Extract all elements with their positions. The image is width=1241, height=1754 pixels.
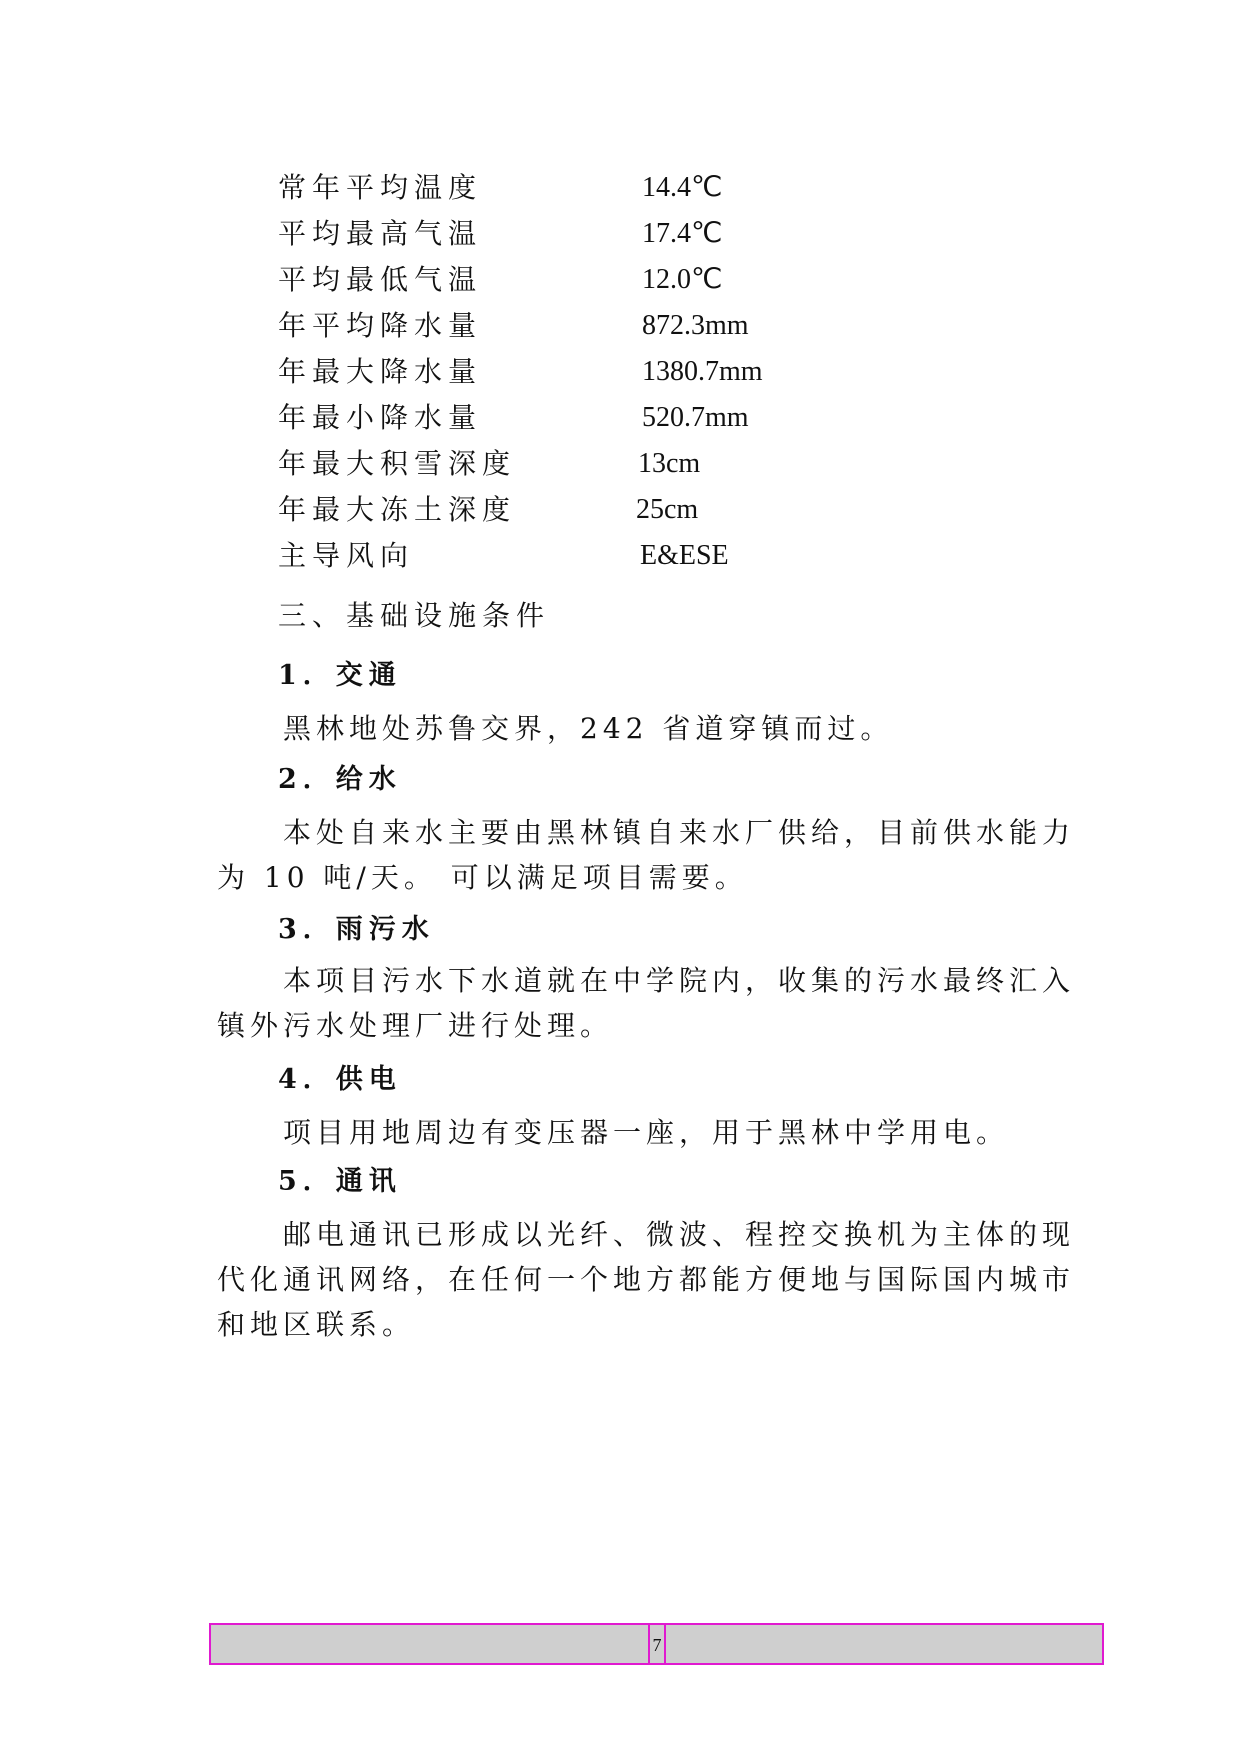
- climate-row: [0, 400, 1241, 446]
- climate-row: [0, 354, 1241, 400]
- climate-label: 年最大冻土深度: [278, 493, 517, 526]
- subsection-heading-water-supply: 2．给水: [278, 764, 402, 795]
- climate-label: 主导风向: [278, 539, 415, 572]
- subsection-text-telecom: 邮电通讯已形成以光纤、微波、程控交换机为主体的现代化通讯网络，在任何一个地方都能方便地与国际国内城市和地区联系。: [217, 1218, 1076, 1341]
- climate-label: 年最大积雪深度: [278, 447, 517, 480]
- climate-label: 常年平均温度: [278, 171, 483, 204]
- climate-value: 17.4℃: [642, 218, 723, 249]
- climate-row: [0, 446, 1241, 492]
- climate-row: [0, 262, 1241, 308]
- climate-row: [0, 170, 1241, 216]
- subsection-heading-power: 4．供电: [278, 1064, 402, 1095]
- climate-value: 12.0℃: [642, 264, 723, 295]
- subsection-heading-transport: 1．交通: [278, 660, 402, 691]
- subsection-heading-drainage: 3．雨污水: [278, 914, 435, 945]
- climate-row: [0, 216, 1241, 262]
- climate-value: E&ESE: [640, 540, 729, 571]
- page-number: 7: [648, 1623, 666, 1665]
- climate-row: [0, 308, 1241, 354]
- climate-label: 平均最高气温: [278, 217, 483, 250]
- climate-value: 872.3mm: [642, 310, 749, 341]
- climate-value: 14.4℃: [642, 172, 723, 203]
- climate-row: [0, 538, 1241, 584]
- climate-value: 1380.7mm: [642, 356, 763, 387]
- climate-label: 年最小降水量: [278, 401, 483, 434]
- climate-label: 年平均降水量: [278, 309, 483, 342]
- subsection-heading-telecom: 5．通讯: [278, 1166, 402, 1197]
- section-heading: 三、基础设施条件: [278, 599, 551, 632]
- subsection-text-transport: 黑林地处苏鲁交界，242 省道穿镇而过。: [217, 712, 894, 745]
- climate-label: 年最大降水量: [278, 355, 483, 388]
- climate-row: [0, 492, 1241, 538]
- climate-label: 平均最低气温: [278, 263, 483, 296]
- climate-value: 520.7mm: [642, 402, 749, 433]
- subsection-text-water-supply: 本处自来水主要由黑林镇自来水厂供给，目前供水能力为 10 吨/天。 可以满足项目需要。: [217, 816, 1076, 894]
- climate-value: 13cm: [638, 448, 701, 479]
- subsection-text-power: 项目用地周边有变压器一座，用于黑林中学用电。: [217, 1116, 1010, 1149]
- subsection-text-drainage: 本项目污水下水道就在中学院内，收集的污水最终汇入镇外污水处理厂进行处理。: [217, 964, 1076, 1042]
- climate-value: 25cm: [636, 494, 699, 525]
